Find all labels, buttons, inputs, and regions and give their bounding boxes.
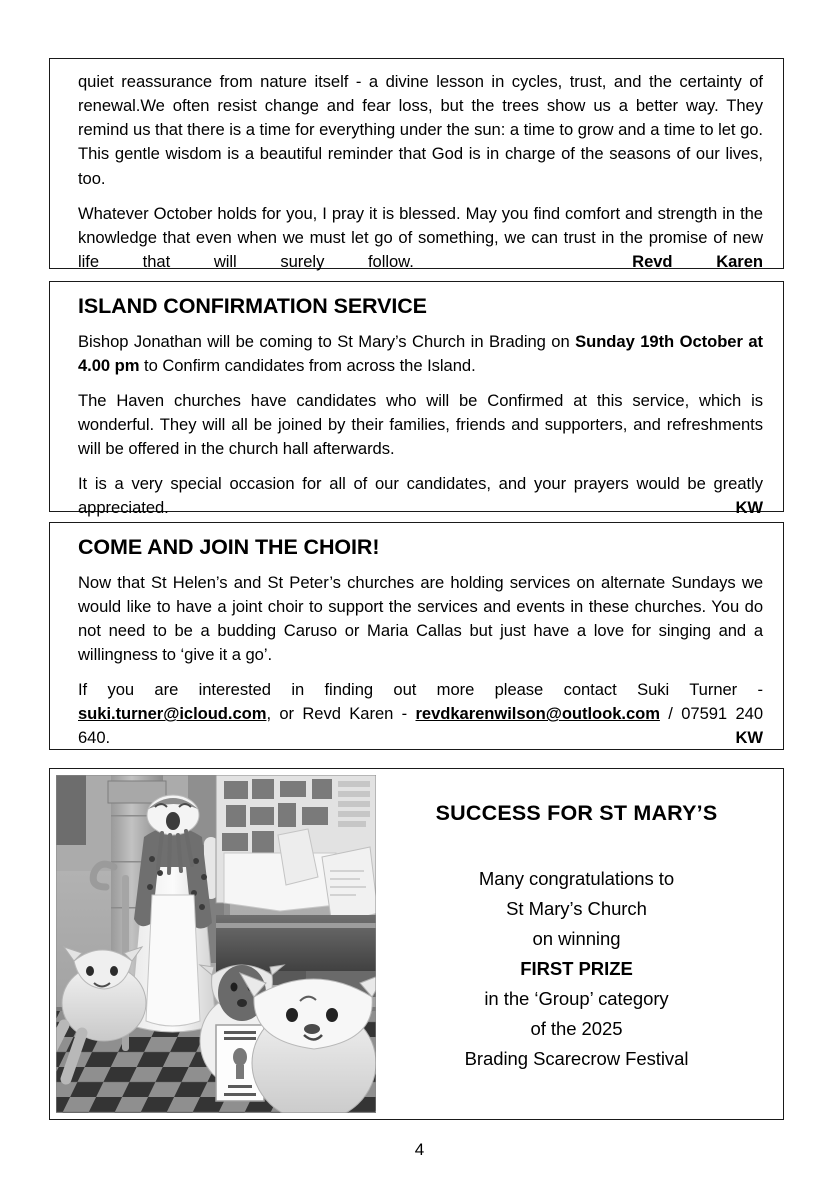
scarecrow-photo [56, 775, 376, 1113]
success-line: on winning [532, 927, 621, 949]
spacer [110, 728, 735, 747]
pastoral-paragraph-text: quiet reassurance from nature itself - a divine lesson in cycles, trust, and the certainty of renewal.We often resist change and fear loss, but the trees show us a better way. They remind us that there is a time for everything under the sun: a time to grow and a time to let go. This gentle wisdom is a beautiful reminder that God is in charge of the seasons of our lives, too. [78, 72, 763, 188]
confirmation-datetime: Sunday 19th October at 4.00 pm [78, 331, 763, 375]
choir-contact-paragraph [78, 678, 763, 750]
choir-contact-phone: / 07591 240 640. [78, 704, 764, 748]
signature-kw: KW [735, 728, 763, 748]
signature-kw: KW [735, 498, 763, 518]
pastoral-paragraph [78, 70, 763, 191]
page-number: 4 [414, 1140, 425, 1159]
confirmation-text-tail: to Confirm candidates from across the Island. [139, 355, 476, 375]
confirmation-paragraph [78, 389, 763, 461]
success-line: St Mary’s Church [506, 897, 647, 919]
sheep-right [240, 973, 376, 1113]
confirmation-paragraph [78, 330, 763, 378]
pastoral-letter-content [50, 59, 783, 284]
choir-box [49, 522, 784, 750]
confirmation-paragraph-text: It is a very special occasion for all of our candidates, and your prayers would be greatly appreciated. [78, 474, 763, 518]
choir-contact-lead: If you are interested in finding out more please contact Suki Turner - [78, 680, 763, 700]
email-link-suki-turner[interactable]: suki.turner@icloud.com [78, 704, 267, 724]
choir-paragraph-text: Now that St Helen’s and St Peter’s churches are holding services on alternate Sundays we would like to have a joint choir to support the services and events in these churches. You do not need to be a budding Caruso or Maria Callas but just have a love for singing and a willingness to ‘give it a go’. [78, 572, 763, 665]
spacer [169, 498, 736, 517]
success-line: of the 2025 [530, 1017, 623, 1039]
success-heading: SUCCESS FOR ST MARY’S [435, 801, 718, 825]
pastoral-paragraph-text: Whatever October holds for you, I pray it is blessed. May you find comfort and strength in the knowledge that even when we must let go of something, we can trust in the promise of new life that will surely follow. [78, 203, 763, 271]
success-text-column [376, 775, 777, 1113]
confirmation-paragraph-text: The Haven churches have candidates who will be Confirmed at this service, which is wonderful. They will all be joined by their families, friends and supporters, and refreshments will be offered in the church hall afterwards. [78, 390, 763, 459]
island-confirmation-heading: ISLAND CONFIRMATION SERVICE [78, 294, 427, 318]
confirmation-text-lead: Bishop Jonathan will be coming to St Mary’s Church in Brading on [78, 331, 576, 351]
choir-content [50, 523, 783, 761]
confirmation-paragraph [78, 472, 763, 520]
spacer [414, 252, 632, 271]
photograph-icon [56, 775, 376, 1113]
success-box [49, 768, 784, 1120]
success-line: Brading Scarecrow Festival [464, 1047, 689, 1069]
success-line: Many congratulations to [478, 868, 675, 889]
success-layout [50, 769, 783, 1119]
success-line: in the ‘Group’ category [484, 987, 669, 1009]
island-confirmation-box [49, 281, 784, 518]
island-confirmation-content [50, 282, 783, 531]
pastoral-letter-box [49, 58, 784, 269]
success-line-first-prize: FIRST PRIZE [520, 957, 633, 979]
email-link-revd-karen-wilson[interactable]: revdkarenwilson@outlook.com [415, 704, 660, 724]
choir-heading: COME AND JOIN THE CHOIR! [78, 535, 380, 559]
choir-paragraph [78, 571, 763, 668]
choir-contact-mid: , or Revd Karen - [266, 704, 416, 724]
pastoral-paragraph [78, 202, 763, 274]
signature-revd-karen: Revd Karen [632, 251, 763, 271]
